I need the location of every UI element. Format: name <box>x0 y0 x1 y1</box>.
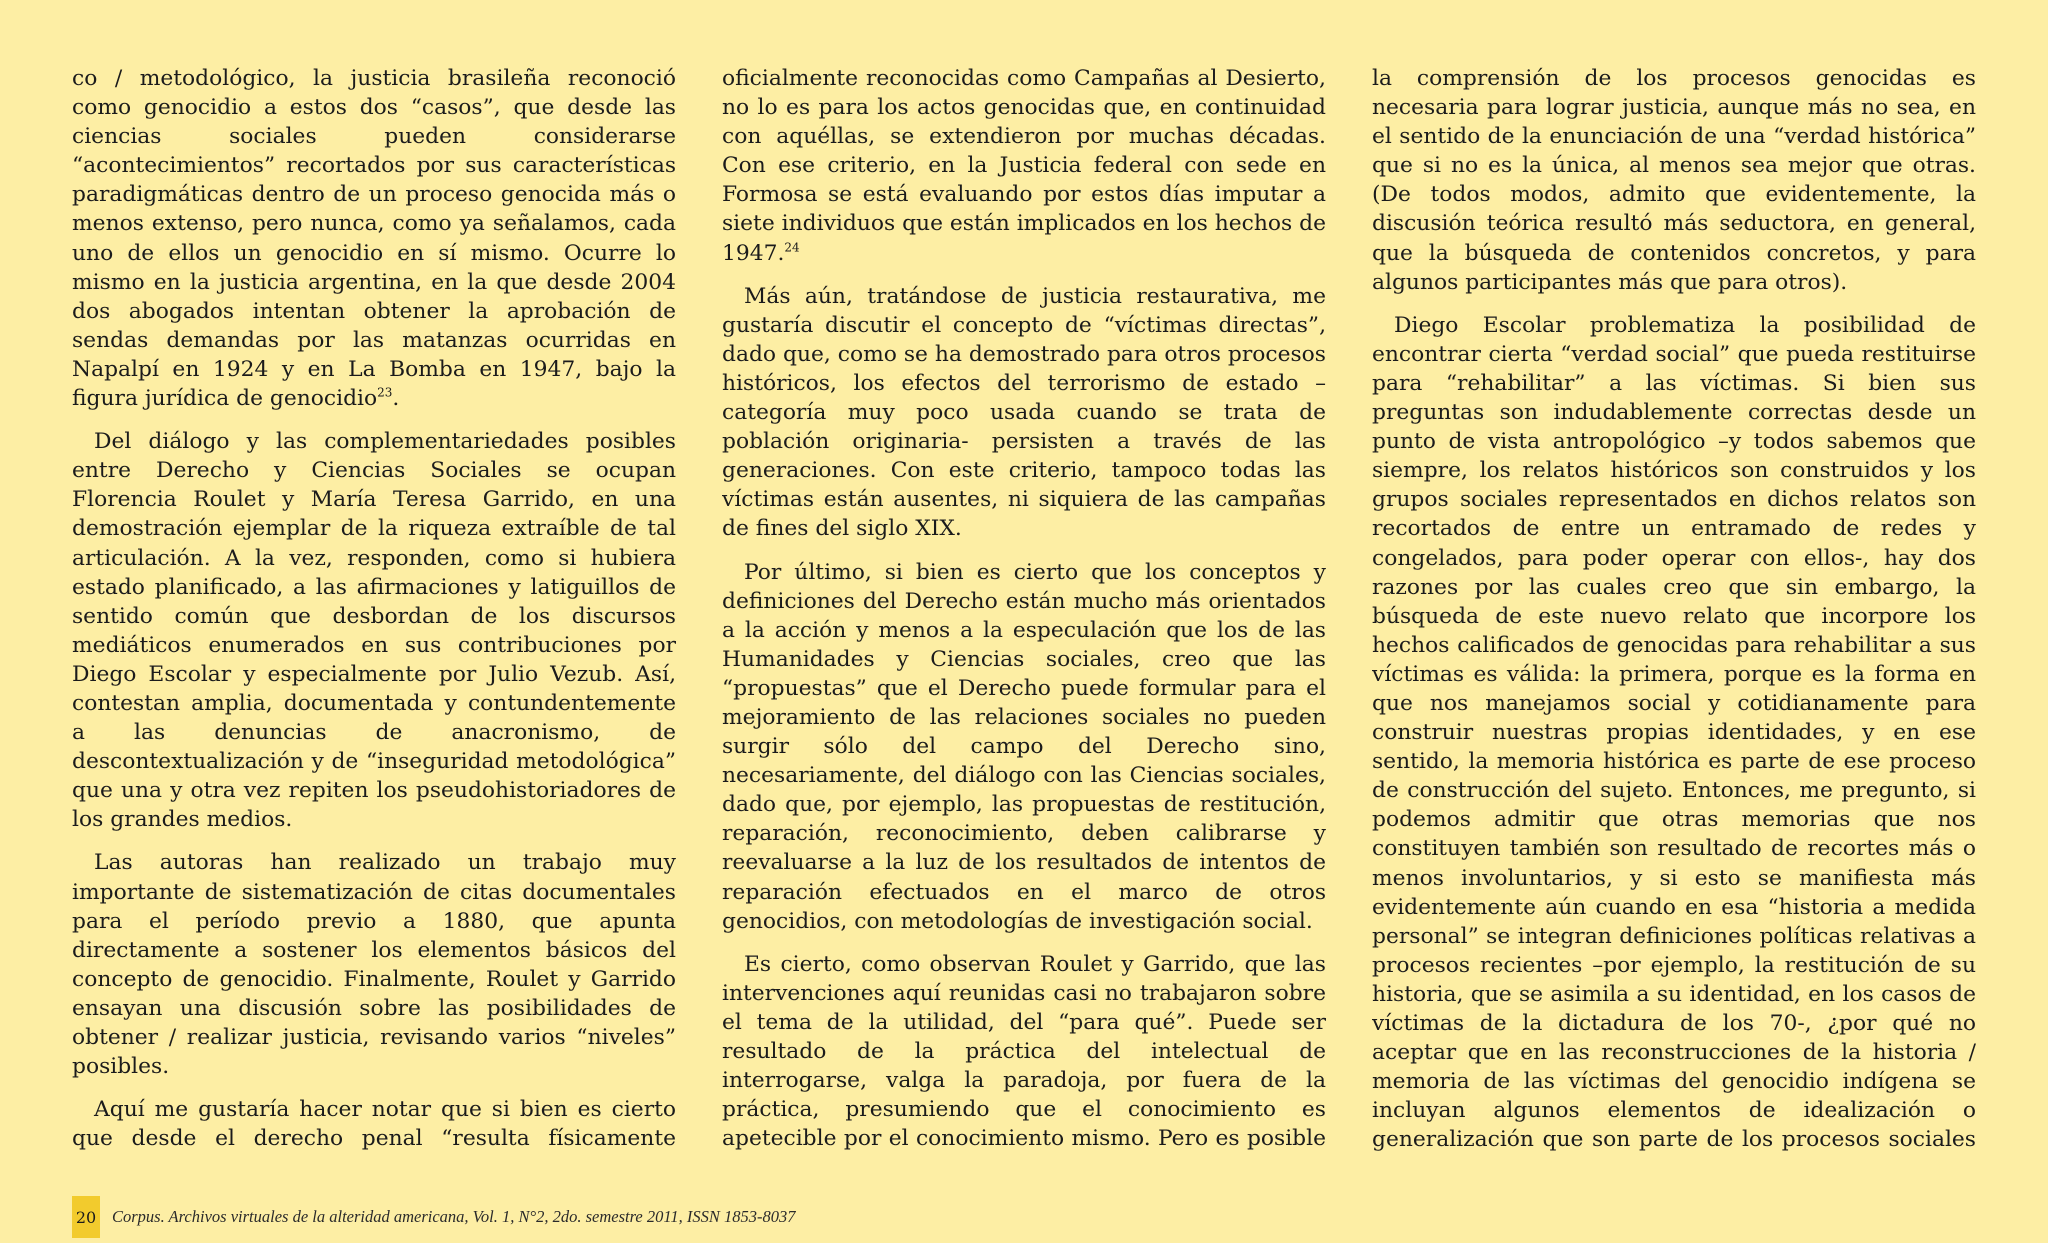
paragraph <box>722 950 1326 1154</box>
text-columns <box>72 64 1976 1154</box>
paragraph <box>72 1095 676 1154</box>
page-footer <box>72 1200 796 1234</box>
column-left <box>72 64 676 1154</box>
paragraph-text: Más aún, tratándose de justicia restaurativa, me gustaría discutir el concepto de “víctimas directas”, dado que, como se ha demostrado para otros procesos históricos, los efectos del terrorismo de estado –categoría muy poco usada cuando se trata de población originaria- persisten a través de las generaciones. Con este criterio, tampoco todas las víctimas están ausentes, ni siquiera de las campañas de fines del siglo XIX. <box>722 283 1326 542</box>
paragraph <box>722 558 1326 936</box>
paragraph <box>1372 311 1976 1154</box>
column-middle <box>722 64 1326 1154</box>
page-number: 20 <box>72 1196 100 1238</box>
paragraph-text: Por último, si bien es cierto que los conceptos y definiciones del Derecho están mucho más orientados a la acción y menos a la especulación que los de las Humanidades y Ciencias sociales, creo que las “propuestas” que el Derecho puede formular para el mejoramiento de las relaciones sociales no pueden surgir sólo del campo del Derecho sino, necesariamente, del diálogo con las Ciencias sociales, dado que, por ejemplo, las propuestas de restitución, reparación, reconocimiento, deben calibrarse y reevaluarse a la luz de los resultados de intentos de reparación efectuados en el marco de otros genocidios, con metodologías de investigación social. <box>722 559 1326 934</box>
column-right <box>1372 64 1976 1154</box>
running-head: Corpus. Archivos virtuales de la alteridad americana, Vol. 1, N°2, 2do. semestre 2011, ISSN 1853-8037 <box>112 1207 796 1226</box>
paragraph-text: Es cierto, como observan Roulet y Garrido, que las intervenciones aquí reunidas casi no trabajaron sobre el tema de la utilidad, del “para qué”. Puede ser resultado de la práctica del intelectual de interrogarse, valga la paradoja, por fuera de la práctica, presumiendo que el conocimiento es apetecible por el conocimiento mismo. Pero es posible <box>722 951 1326 1152</box>
paragraph <box>722 64 1326 268</box>
paragraph <box>72 427 676 834</box>
paragraph <box>72 848 676 1081</box>
paragraph <box>72 64 676 413</box>
paragraph-text: Diego Escolar problematiza la posibilidad de encontrar cierta “verdad social” que pueda restituirse para “rehabilitar” a las víctimas. Si bien sus preguntas son indudablemente correctas desde un punto de vista antropológico –y todos sabemos que siempre, los relatos históricos son construidos y los grupos sociales representados en dichos relatos son recortados de entre un entramado de redes y congelados, para poder operar con ellos-, hay dos razones por las cuales creo que sin embargo, la búsqueda de este nuevo relato que incorpore los hechos calificados de genocidas para rehabilitar a sus víctimas es válida: la primera, porque es la forma en que nos manejamos social y cotidianamente para construir nuestras propias identidades, y en ese sentido, la memoria histórica es parte de ese proceso de construcción del sujeto. Entonces, me pregunto, si podemos admitir que otras memorias que nos constituyen también son resultado de recortes más o menos involuntarios, y si esto se manifiesta más evidentemente aún cuando en esa “historia a medida personal” se integran definiciones políticas relativas a procesos recientes –por ejemplo, la restitución de su historia, que se asimila a su identidad, en los casos de víctimas de la dictadura de los 70-, ¿por qué no aceptar que en las reconstrucciones de la historia / memoria de las víctimas del genocidio indígena se incluyan algunos elementos de idealización o generalización que son parte de los procesos sociales <box>1372 312 1976 1153</box>
footnote-marker: 24 <box>784 240 800 255</box>
paragraph-text: Del diálogo y las complementariedades posibles entre Derecho y Ciencias Sociales se ocupan Florencia Roulet y María Teresa Garrido, en una demostración ejemplar de la riqueza extraíble de tal articulación. A la vez, responden, como si hubiera estado planificado, a las afirmaciones y latiguillos de sentido común que desbordan de los discursos mediáticos enumerados en sus contribuciones por Diego Escolar y especialmente por Julio Vezub. Así, contestan amplia, documentada y contundentemente a las denuncias de anacronismo, de descontextualización y de “inseguridad metodológica” que una y otra vez repiten los pseudohistoriadores de los grandes medios. <box>72 429 676 833</box>
paragraph-text: Las autoras han realizado un trabajo muy importante de sistematización de citas documentales para el período previo a 1880, que apunta directamente a sostener los elementos básicos del concepto de genocidio. Finalmente, Roulet y Garrido ensayan una discusión sobre las posibilidades de obtener / realizar justicia, revisando varios “niveles” posibles. <box>72 850 676 1080</box>
paragraph-tail: . <box>392 386 400 412</box>
footnote-marker: 23 <box>377 385 393 400</box>
paragraph <box>722 282 1326 544</box>
paragraph-text: Aquí me gustaría hacer notar que si bien es cierto que desde el derecho penal “resulta físicamente <box>72 1097 676 1152</box>
paragraph-text: co / metodológico, la justicia brasileña reconoció como genocidio a estos dos “casos”, que desde las ciencias sociales pueden considerarse “acontecimientos” recortados por sus características paradigmáticas dentro de un proceso genocida más o menos extenso, pero nunca, como ya señalamos, cada uno de ellos un genocidio en sí mismo. Ocurre lo mismo en la justicia argentina, en la que desde 2004 dos abogados intentan obtener la aprobación de sendas demandas por las matanzas ocurridas en Napalpí en 1924 y en La Bomba en 1947, bajo la figura jurídica de genocidio <box>72 66 676 412</box>
paragraph-text: la comprensión de los procesos genocidas es necesaria para lograr justicia, aunque más no sea, en el sentido de la enunciación de una “verdad histórica” que si no es la única, al menos sea mejor que otras. (De todos modos, admito que evidentemente, la discusión teórica resultó más seductora, en general, que la búsqueda de contenidos concretos, y para algunos participantes más que para otros). <box>1372 66 1976 295</box>
paragraph-text: oficialmente reconocidas como Campañas al Desierto, no lo es para los actos genocidas que, en continuidad con aquéllas, se extendieron por muchas décadas. Con ese criterio, en la Justicia federal con sede en Formosa se está evaluando por estos días imputar a siete individuos que están implicados en los hechos de 1947. <box>722 66 1326 266</box>
paragraph <box>1372 64 1976 297</box>
